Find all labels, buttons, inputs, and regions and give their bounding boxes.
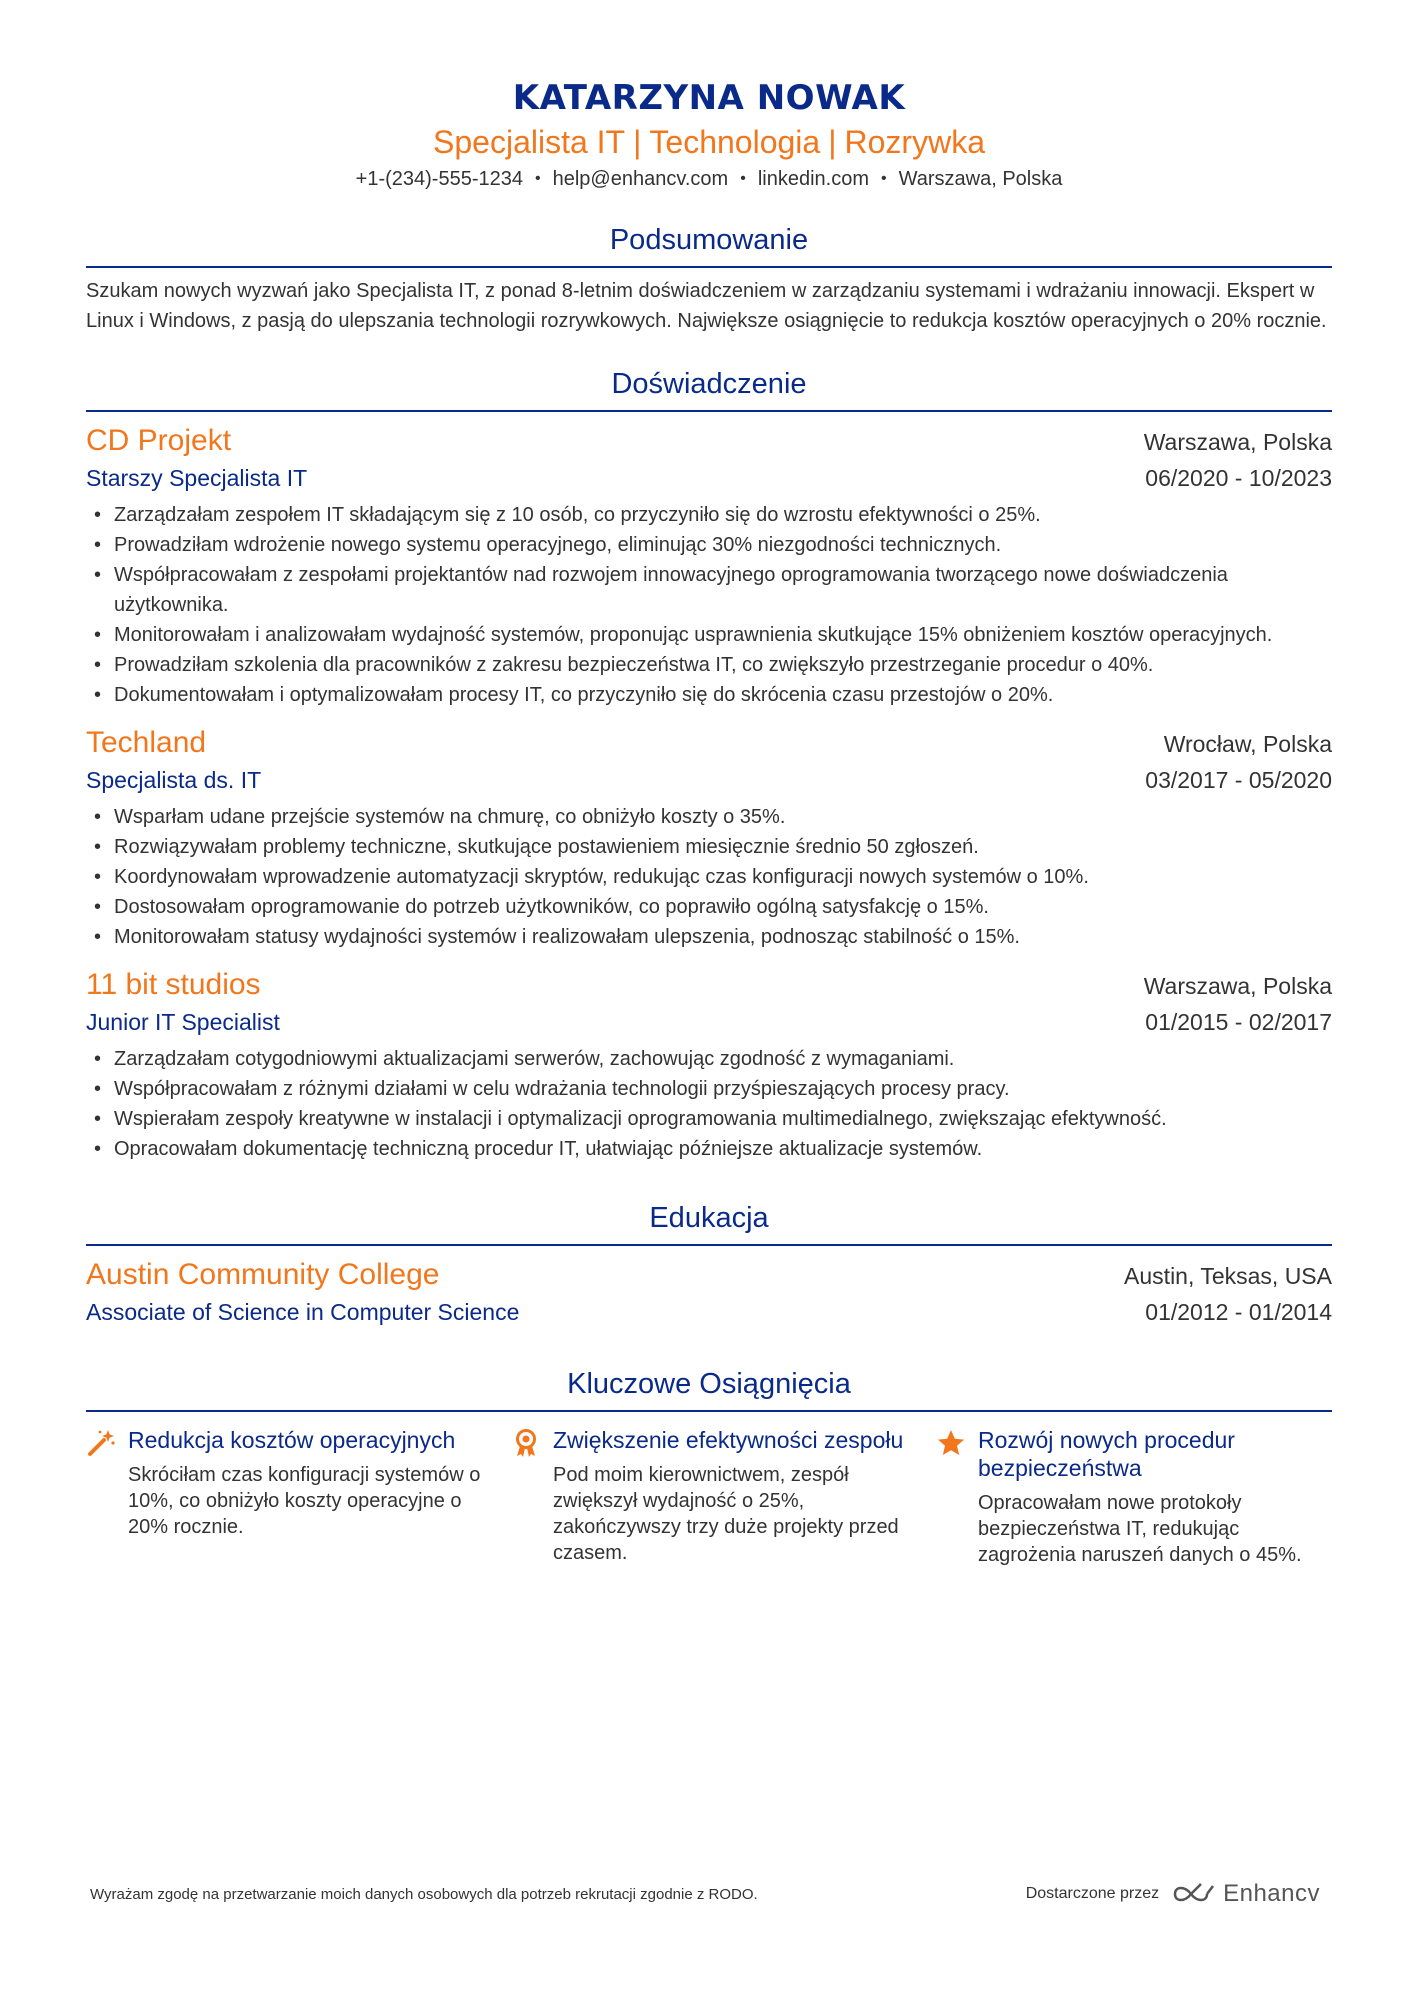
summary-section: [86, 220, 1332, 336]
contact-line: [86, 164, 1332, 196]
bullet-item: • Monitorowałam i analizowałam wydajność systemów, proponując usprawnienia skutkujące 15% obniżeniem kosztów operacyjnych.: [86, 620, 1332, 650]
company-name: CD Projekt: [86, 424, 232, 457]
school-name: Austin Community College: [86, 1258, 440, 1291]
achievement-item: [936, 1426, 1332, 1568]
job-dates: 06/2020 - 10/2023: [1145, 465, 1332, 491]
bullet-item: • Współpracowałam z zespołami projektantów nad rozwojem innowacyjnego oprogramowania tworzącego nowe doświadczenia użytkownika.: [86, 560, 1332, 620]
achievement-item: [511, 1426, 907, 1568]
bullet-item: • Monitorowałam statusy wydajności systemów i realizowałam ulepszenia, podnosząc stabilność o 15%.: [86, 922, 1332, 952]
school-location: Austin, Teksas, USA: [1124, 1263, 1332, 1289]
company-name: Techland: [86, 726, 207, 759]
bullet-item: • Opracowałam dokumentację techniczną procedur IT, ułatwiając późniejsze aktualizacje systemów.: [86, 1134, 1332, 1164]
job-role: Specjalista ds. IT: [86, 767, 262, 793]
headline: [86, 122, 1332, 162]
contact-separator: •: [740, 170, 746, 187]
experience-section: [86, 364, 1332, 1164]
candidate-name: KATARZYNA NOWAK: [512, 78, 906, 118]
achievement-item: [86, 1426, 482, 1568]
bullet-item: • Rozwiązywałam problemy techniczne, skutkujące postawieniem miesięcznie średnio 50 zgłoszeń.: [86, 832, 1332, 862]
achievement-desc: Pod moim kierownictwem, zespół zwiększył wydajność o 25%, zakończywszy trzy duże projekty przed czasem.: [553, 1464, 899, 1564]
footer: [90, 1880, 1320, 1908]
job-entry: [86, 422, 1332, 710]
degree: Associate of Science in Computer Science: [86, 1299, 520, 1325]
job-location: Warszawa, Polska: [1143, 973, 1332, 999]
job-role: Starszy Specjalista IT: [86, 465, 308, 491]
bullet-item: • Współpracowałam z różnymi działami w celu wdrażania technologii przyśpieszających procesy pracy.: [86, 1074, 1332, 1104]
section-title: Edukacja: [86, 1198, 1332, 1246]
headline-part: Specjalista IT: [433, 124, 626, 160]
job-dates: 03/2017 - 05/2020: [1145, 767, 1332, 793]
job-entry: [86, 966, 1332, 1164]
bullet-item: • Prowadziłam szkolenia dla pracowników z zakresu bezpieczeństwa IT, co zwiększyło przestrzeganie procedur o 40%.: [86, 650, 1332, 680]
headline-part: Rozrywka: [844, 124, 985, 160]
headline-part: Technologia: [649, 124, 821, 160]
section-title: Podsumowanie: [86, 220, 1332, 268]
section-title: Doświadczenie: [86, 364, 1332, 412]
bullet-item: • Zarządzałam cotygodniowymi aktualizacjami serwerów, zachowując zgodność z wymaganiami.: [86, 1044, 1332, 1074]
bullet-item: • Dostosowałam oprogramowanie do potrzeb użytkowników, co poprawiło ogólną satysfakcję o 15%.: [86, 892, 1332, 922]
gdpr-consent: Wyrażam zgodę na przetwarzanie moich danych osobowych dla potrzeb rekrutacji zgodnie z RODO.: [90, 1885, 758, 1903]
bullet-item: • Prowadziłam wdrożenie nowego systemu operacyjnego, eliminując 30% niezgodności technicznych.: [86, 530, 1332, 560]
bullet-item: • Zarządzałam zespołem IT składającym się z 10 osób, co przyczyniło się do wzrostu efektywności o 25%.: [86, 500, 1332, 530]
email-link[interactable]: help@enhancv.com: [552, 168, 729, 190]
jobs-list: [86, 422, 1332, 1164]
job-bullets: [86, 1044, 1332, 1164]
achievement-title: Redukcja kosztów operacyjnych: [128, 1427, 456, 1453]
education-dates: 01/2012 - 01/2014: [1145, 1299, 1332, 1325]
brand-name: Enhancv: [1223, 1880, 1320, 1907]
resume-header: [86, 0, 1332, 196]
bullet-item: • Koordynowałam wprowadzenie automatyzacji skryptów, redukując czas konfiguracji nowych systemów o 10%.: [86, 862, 1332, 892]
job-location: Wrocław, Polska: [1163, 731, 1332, 757]
job-bullets: [86, 500, 1332, 710]
job-entry: [86, 724, 1332, 952]
powered-by[interactable]: [1026, 1880, 1320, 1908]
job-location: Warszawa, Polska: [1143, 429, 1332, 455]
summary-text: Szukam nowych wyzwań jako Specjalista IT, z ponad 8-letnim doświadczeniem w zarządzaniu systemami i wdrażaniu innowacji. Ekspert w Linux i Windows, z pasją do ulepszania technologii rozrywkowych. Największe osiągnięcie to redukcja kosztów operacyjnych o 20% rocznie.: [86, 280, 1327, 332]
enhancv-logo-icon: [1171, 1882, 1217, 1906]
job-dates: 01/2015 - 02/2017: [1145, 1009, 1332, 1035]
linkedin-link[interactable]: linkedin.com: [757, 168, 869, 190]
contact-separator: •: [535, 170, 541, 187]
achievement-title: Rozwój nowych procedur bezpieczeństwa: [978, 1427, 1235, 1481]
bullet-item: • Wspierałam zespoły kreatywne w instalacji i optymalizacji oprogramowania multimedialnego, zwiększając efektywność.: [86, 1104, 1332, 1134]
bullet-item: • Wsparłam udane przejście systemów na chmurę, co obniżyło koszty o 35%.: [86, 802, 1332, 832]
headline-separator: |: [828, 124, 837, 160]
achievement-title: Zwiększenie efektywności zespołu: [553, 1427, 904, 1453]
achievements-grid: [86, 1426, 1332, 1568]
phone: +1-(234)-555-1234: [355, 168, 523, 190]
medal-icon: [511, 1428, 541, 1458]
education-entry: [86, 1256, 1332, 1330]
job-bullets: [86, 802, 1332, 952]
education-section: [86, 1198, 1332, 1330]
star-icon: [936, 1428, 966, 1458]
magic-wand-icon: [86, 1428, 116, 1458]
resume-page: [86, 0, 1332, 1995]
headline-separator: |: [633, 124, 642, 160]
job-role: Junior IT Specialist: [86, 1009, 280, 1035]
powered-by-label: Dostarczone przez: [1025, 1885, 1160, 1902]
section-title: Kluczowe Osiągnięcia: [86, 1364, 1332, 1412]
achievement-desc: Skróciłam czas konfiguracji systemów o 10%, co obniżyło koszty operacyjne o 20% rocznie.: [128, 1464, 481, 1538]
location: Warszawa, Polska: [898, 168, 1063, 190]
achievement-desc: Opracowałam nowe protokoły bezpieczeństwa IT, redukując zagrożenia naruszeń danych o 45%.: [978, 1492, 1302, 1566]
bullet-item: • Dokumentowałam i optymalizowałam procesy IT, co przyczyniło się do skrócenia czasu przestojów o 20%.: [86, 680, 1332, 710]
achievements-section: [86, 1364, 1332, 1568]
contact-separator: •: [880, 170, 887, 187]
company-name: 11 bit studios: [86, 968, 261, 1001]
